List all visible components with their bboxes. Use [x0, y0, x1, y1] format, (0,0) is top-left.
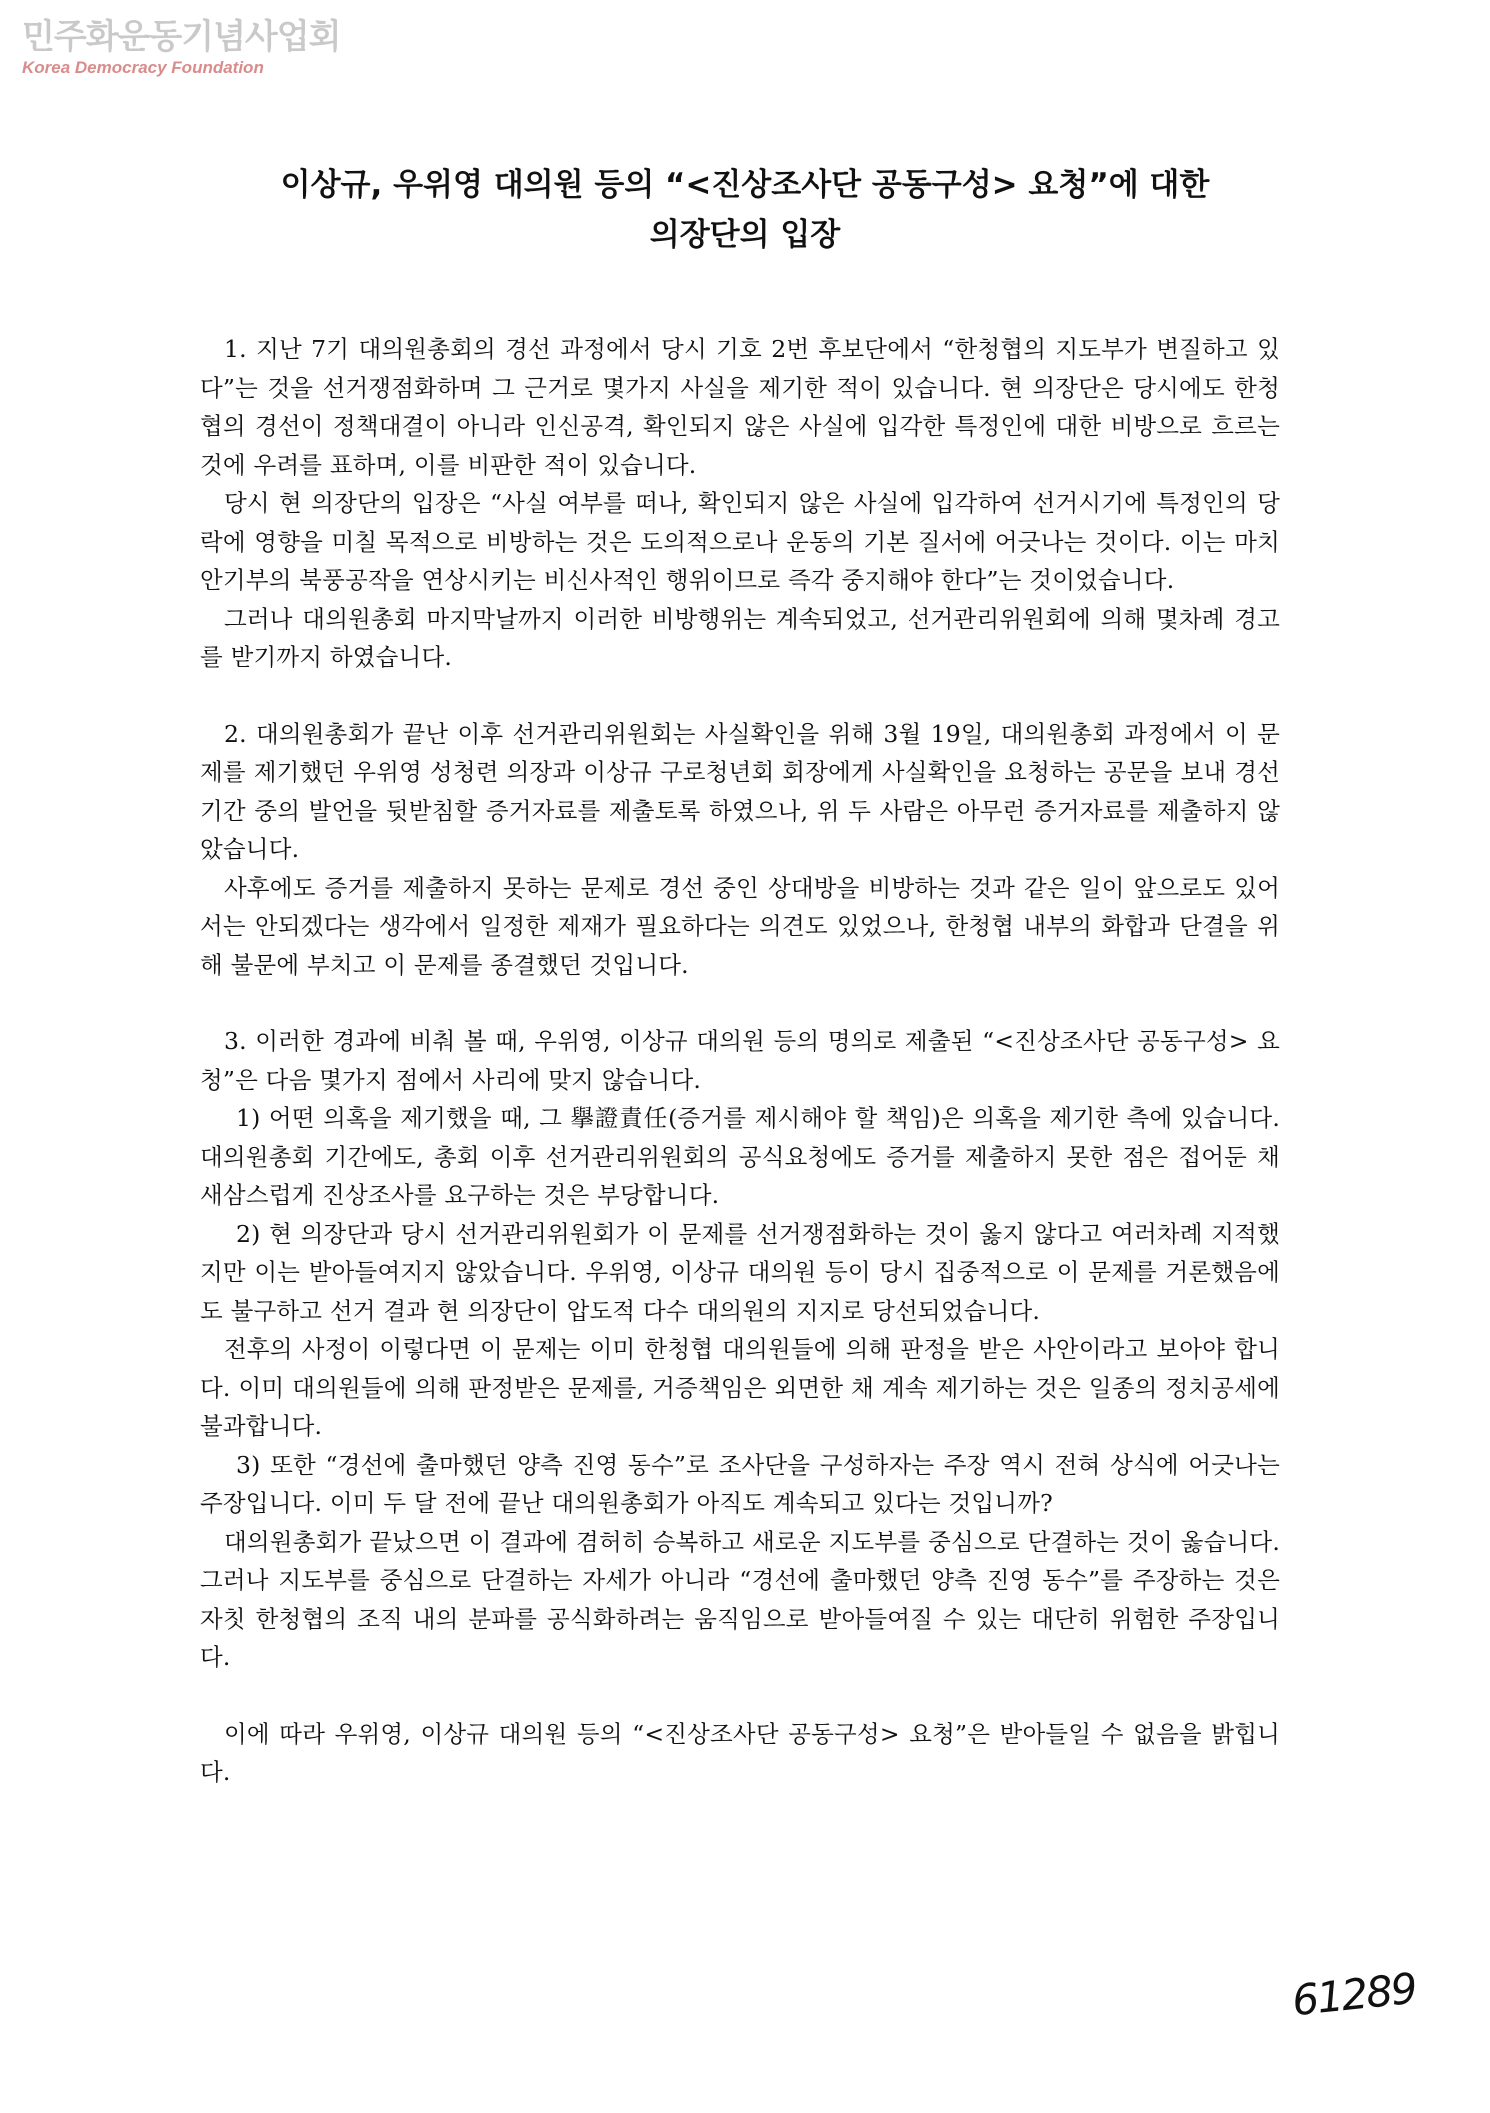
document-body — [200, 330, 1280, 1792]
spacer — [200, 677, 1280, 715]
conclusion-paragraph: 이에 따라 우위영, 이상규 대의원 등의 “<진상조사단 공동구성> 요청”은 받아들일 수 없음을 밝힙니다. — [200, 1719, 1280, 1786]
title-line-2: 의장단의 입장 — [649, 217, 841, 253]
section2-paragraph-1: 2. 대의원총회가 끝난 이후 선거관리위원회는 사실확인을 위해 3월 19일, 대의원총회 과정에서 이 문제를 제기했던 우위영 성청련 의장과 이상규 구로청년회 회장에게 사실확인을 요청하는 공문을 보내 경선 기간 중의 발언을 뒷받침할 증거자료를 제출토록 하였으나, 위 두 사람은 아무런 증거자료를 제출하지 않았습니다. — [200, 719, 1280, 863]
spacer — [200, 984, 1280, 1022]
section1-paragraph-3: 그러나 대의원총회 마지막날까지 이러한 비방행위는 계속되었고, 선거관리위원회에 의해 몇차례 경고를 받기까지 하였습니다. — [200, 604, 1280, 671]
section2-paragraph-2: 사후에도 증거를 제출하지 못하는 문제로 경선 중인 상대방을 비방하는 것과 같은 일이 앞으로도 있어서는 안되겠다는 생각에서 일정한 제재가 필요하다는 의견도 있었으나, 한청협 내부의 화합과 단결을 위해 불문에 부치고 이 문제를 종결했던 것입니다. — [200, 873, 1280, 979]
section1-paragraph-1: 1. 지난 7기 대의원총회의 경선 과정에서 당시 기호 2번 후보단에서 “한청협의 지도부가 변질하고 있다”는 것을 선거쟁점화하며 그 근거로 몇가지 사실을 제기한 적이 있습니다. 현 의장단은 당시에도 한청협의 경선이 정책대결이 아니라 인신공격, 확인되지 않은 사실에 입각한 특정인에 대한 비방으로 흐르는 것에 우려를 표하며, 이를 비판한 적이 있습니다. — [200, 335, 1280, 479]
page-number: 61289 — [1289, 1963, 1418, 2026]
spacer — [200, 1677, 1280, 1715]
document-title — [150, 160, 1340, 260]
section3-item-3: 3) 또한 “경선에 출마했던 양측 진영 동수”로 조사단을 구성하자는 주장 역시 전혀 상식에 어긋나는 주장입니다. 이미 두 달 전에 끝난 대의원총회가 아직도 계속되고 있다는 것입니까? — [200, 1450, 1280, 1517]
watermark-korean: 민주화운동기념사업회 — [22, 17, 341, 57]
section3-paragraph-4: 전후의 사정이 이렇다면 이 문제는 이미 한청협 대의원들에 의해 판정을 받은 사안이라고 보아야 합니다. 이미 대의원들에 의해 판정받은 문제를, 거증책임은 외면한 채 계속 제기하는 것은 일종의 정치공세에 불과합니다. — [200, 1335, 1280, 1440]
watermark-english: Korea Democracy Foundation — [22, 58, 264, 77]
title-line-1: 이상규, 우위영 대의원 등의 “<진상조사단 공동구성> 요청”에 대한 — [280, 167, 1210, 203]
section3-paragraph-6: 대의원총회가 끝났으면 이 결과에 겸허히 승복하고 새로운 지도부를 중심으로 단결하는 것이 옳습니다. 그러나 지도부를 중심으로 단결하는 자세가 아니라 “경선에 출마했던 양측 진영 동수”를 주장하는 것은 자칫 한청협의 조직 내의 분파를 공식화하려는 움직임으로 받아들여질 수 있는 대단히 위험한 주장입니다. — [200, 1527, 1280, 1671]
section3-item-1: 1) 어떤 의혹을 제기했을 때, 그 擧證責任(증거를 제시해야 할 책임)은 의혹을 제기한 측에 있습니다. 대의원총회 기간에도, 총회 이후 선거관리위원회의 공식요청에도 증거를 제출하지 못한 점은 접어둔 채 새삼스럽게 진상조사를 요구하는 것은 부당합니다. — [200, 1104, 1280, 1209]
section3-paragraph-1: 3. 이러한 경과에 비춰 볼 때, 우위영, 이상규 대의원 등의 명의로 제출된 “<진상조사단 공동구성> 요청”은 다음 몇가지 점에서 사리에 맞지 않습니다. — [200, 1027, 1280, 1094]
section3-item-2: 2) 현 의장단과 당시 선거관리위원회가 이 문제를 선거쟁점화하는 것이 옳지 않다고 여러차례 지적했지만 이는 받아들여지지 않았습니다. 우위영, 이상규 대의원 등이 당시 집중적으로 이 문제를 거론했음에도 불구하고 선거 결과 현 의장단이 압도적 다수 대의원의 지지로 당선되었습니다. — [200, 1219, 1280, 1325]
watermark-logo — [22, 17, 341, 78]
section1-paragraph-2: 당시 현 의장단의 입장은 “사실 여부를 떠나, 확인되지 않은 사실에 입각하여 선거시기에 특정인의 당락에 영향을 미칠 목적으로 비방하는 것은 도의적으로나 운동의 기본 질서에 어긋나는 것이다. 이는 마치 안기부의 북풍공작을 연상시키는 비신사적인 행위이므로 즉각 중지해야 한다”는 것이었습니다. — [200, 489, 1280, 594]
